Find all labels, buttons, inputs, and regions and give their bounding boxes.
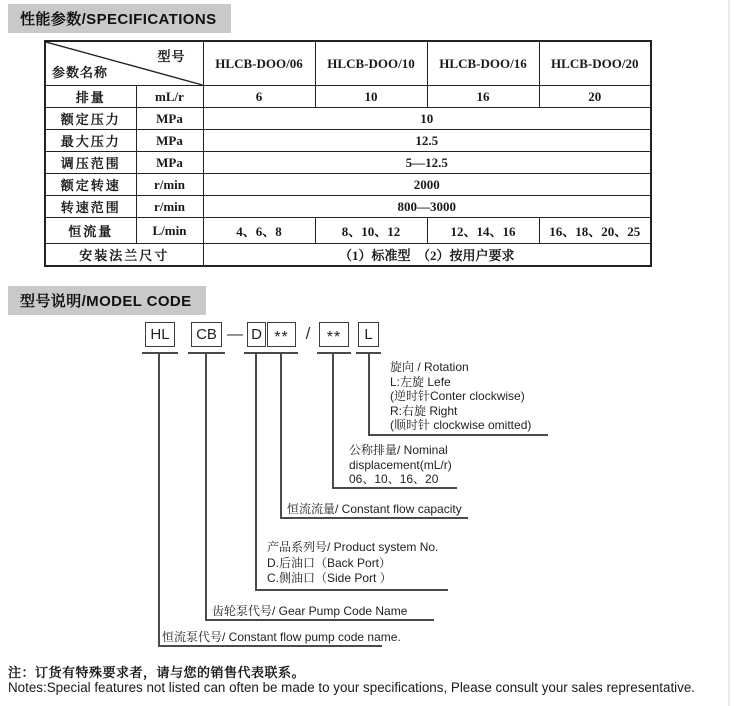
row-mounting-flange [45,244,651,267]
leader-line-stars-2 [332,352,334,489]
row-name: 额定压力 [45,108,136,130]
description-line: (逆时针Conter clockwise) [390,389,525,403]
description-line: L:左旋 Lefe [390,374,451,389]
cell-merged-value: 800—3000 [203,196,651,218]
table-corner-cell [45,41,203,86]
description-gear-pump [212,604,407,619]
cell-value: 20 [539,86,651,108]
description-product-series [267,540,438,587]
specifications-table [44,40,652,267]
leader-line-l [368,352,370,436]
description-constant-flow [287,502,462,517]
section-title-model-code: 型号说明/MODEL CODE [8,286,206,315]
row-name: 额定转速 [45,174,136,196]
cell-value: 12、14、16 [427,218,539,244]
tick-bar [142,352,178,354]
model-code-box-cb: CB [191,322,222,347]
column-header-model-16: HLCB-DOO/16 [427,41,539,86]
column-header-model-06: HLCB-DOO/06 [203,41,315,86]
row-speed-range [45,196,651,218]
row-name: 转速范围 [45,196,136,218]
model-code-box-hl: HL [145,322,175,347]
column-header-model-20: HLCB-DOO/20 [539,41,651,86]
model-code-box-l: L [358,322,379,347]
row-unit: mL/r [136,86,203,108]
cell-merged-value: 10 [203,108,651,130]
description-rotation [390,360,531,433]
page-edge-strip [728,0,730,706]
description-line: C.侧油口（Side Port ） [267,571,392,586]
description-line: 旋向 / Rotation [390,360,469,374]
description-line: displacement(mL/r) [349,457,452,472]
leader-line-stars-1 [280,352,282,519]
row-name: 最大压力 [45,130,136,152]
bracket-product-series [255,589,448,591]
leader-line-hl [158,352,160,647]
row-name: 恒流量 [45,218,136,244]
note-chinese: 注：订货有特殊要求者，请与您的销售代表联系。 [8,665,306,680]
description-line: R:右旋 Right [390,403,458,418]
description-pump-code [162,630,401,645]
description-displacement [349,443,452,487]
cell-value: 10 [315,86,427,108]
corner-model-label: 型号 [157,49,186,64]
row-name: 排量 [45,86,136,108]
description-line: (顺时针 clockwise omitted) [390,418,532,432]
note-english: Notes:Special features not listed can often be made to your specifications, Please consult your sales representative. [8,680,696,695]
description-line: 恒流泵代号/ Constant flow pump code name. [162,630,401,644]
cell-value: 16、18、20、25 [539,218,651,244]
cell-merged-value: 2000 [203,174,651,196]
description-line: 产品系列号/ Product system No. [267,540,439,554]
model-code-box-d: D [247,322,266,347]
row-rated-speed [45,174,651,196]
description-line: 齿轮泵代号/ Gear Pump Code Name [212,604,408,618]
cell-value: 8、10、12 [315,218,427,244]
cell-value: 4、6、8 [203,218,315,244]
model-code-box-stars-2: ** [319,322,349,347]
row-name: 安装法兰尺寸 [45,244,203,267]
description-line: 06、10、16、20 [349,472,439,486]
row-pressure-range [45,152,651,174]
row-max-pressure [45,130,651,152]
bracket-displacement [332,487,457,489]
bracket-pump-code [158,645,382,647]
row-rated-pressure [45,108,651,130]
leader-line-cb [205,352,207,621]
section-title-specifications: 性能参数/SPECIFICATIONS [8,4,231,33]
row-unit: MPa [136,152,203,174]
cell-merged-value: 5—12.5 [203,152,651,174]
description-line: 公称排量/ Nominal [349,443,448,457]
description-line: 恒流流量/ Constant flow capacity [287,502,462,516]
row-unit: L/min [136,218,203,244]
corner-param-label: 参数名称 [52,65,109,80]
model-code-box-stars-1: ** [267,322,296,347]
table-header-row [45,41,651,86]
row-unit: r/min [136,174,203,196]
description-line: D.后油口（Back Port） [267,555,392,570]
row-unit: r/min [136,196,203,218]
row-name: 调压范围 [45,152,136,174]
row-displacement [45,86,651,108]
row-constant-flow [45,218,651,244]
bracket-rotation [368,434,548,436]
cell-value: 16 [427,86,539,108]
slash-separator: / [305,323,311,343]
bracket-gear-pump [205,619,434,621]
cell-merged-value: （1）标准型 （2）按用户要求 [203,244,651,267]
cell-merged-value: 12.5 [203,130,651,152]
column-header-model-10: HLCB-DOO/10 [315,41,427,86]
cell-value: 6 [203,86,315,108]
bracket-constant-flow [280,517,468,519]
row-unit: MPa [136,130,203,152]
leader-line-d [255,352,257,591]
row-unit: MPa [136,108,203,130]
dash-separator: — [227,325,243,343]
tick-bar [317,352,351,354]
